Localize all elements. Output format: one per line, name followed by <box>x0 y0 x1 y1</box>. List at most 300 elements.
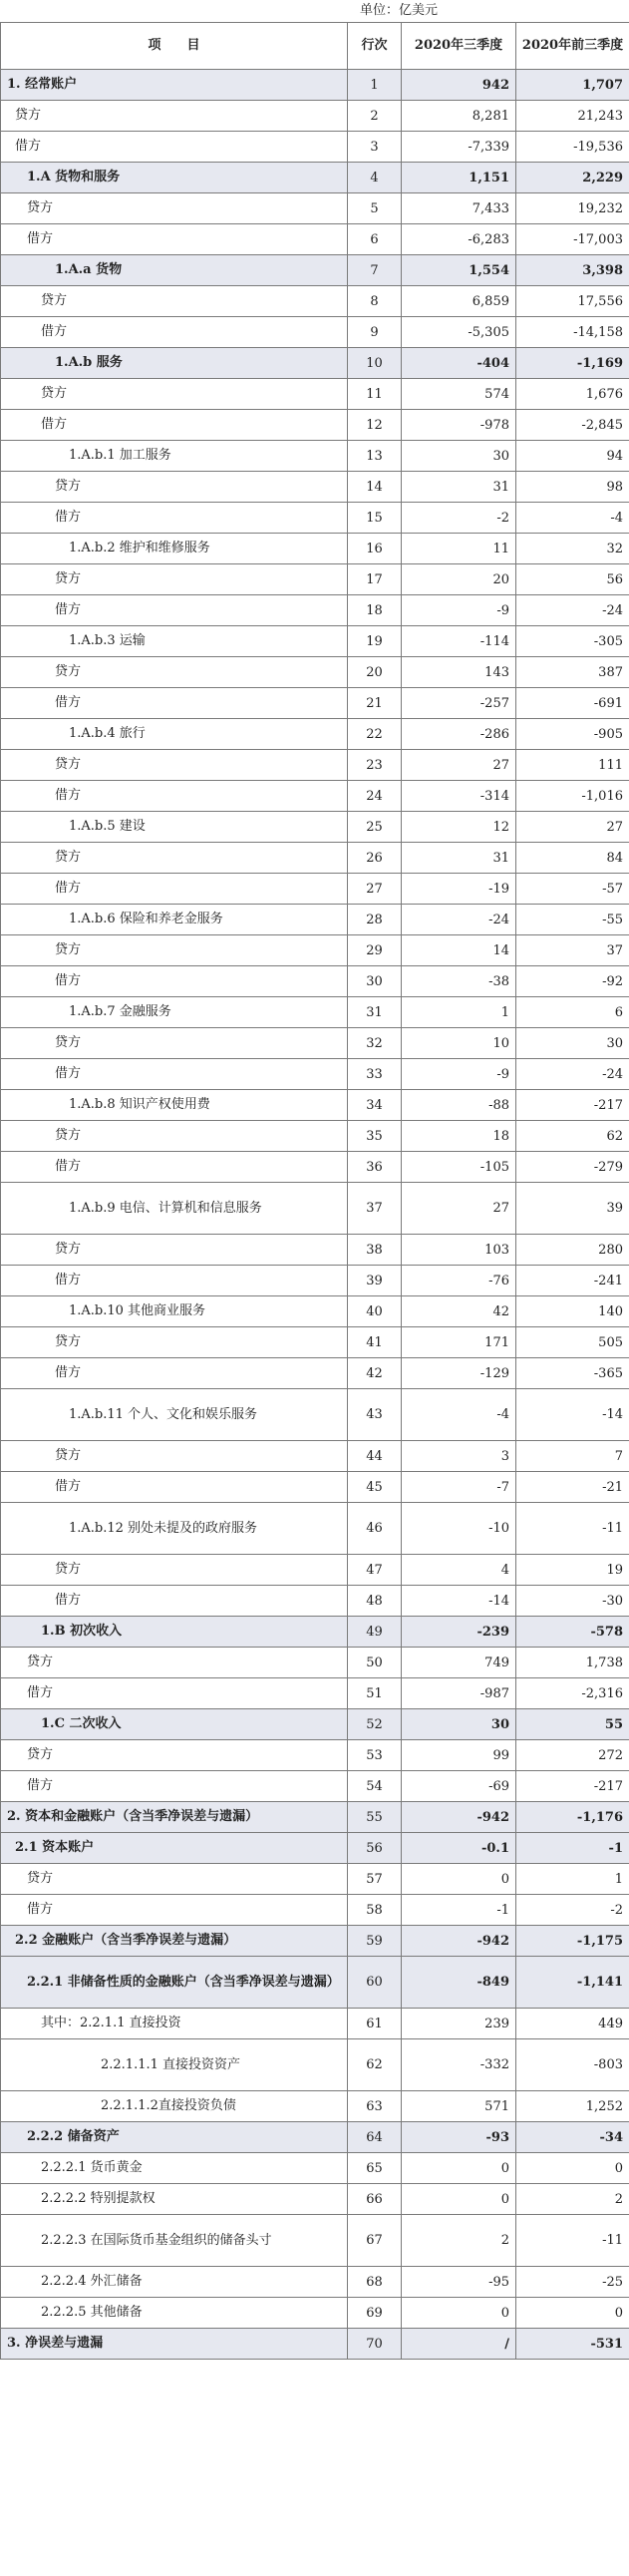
row-label: 借方 <box>1 688 348 719</box>
row-value-ytd: -1,176 <box>516 1802 629 1833</box>
row-value-ytd: -19,536 <box>516 132 629 163</box>
row-value-ytd: -241 <box>516 1266 629 1296</box>
row-value-q3: 1,554 <box>402 255 516 286</box>
table-row <box>1 905 629 935</box>
row-value-q3: 8,281 <box>402 101 516 132</box>
row-index: 4 <box>348 163 402 193</box>
row-label: 2.2.2.4 外汇储备 <box>1 2267 348 2298</box>
row-label: 1.A.b.3 运输 <box>1 626 348 657</box>
table-row <box>1 1441 629 1472</box>
row-label: 2.2 金融账户（含当季净误差与遗漏） <box>1 1926 348 1957</box>
row-index: 26 <box>348 843 402 874</box>
row-label: 其中：2.2.1.1 直接投资 <box>1 2009 348 2039</box>
table-row <box>1 1864 629 1895</box>
table-row <box>1 2122 629 2153</box>
row-value-ytd: -2,845 <box>516 410 629 441</box>
row-index: 9 <box>348 317 402 348</box>
row-value-ytd: -25 <box>516 2267 629 2298</box>
row-value-q3: -987 <box>402 1678 516 1709</box>
row-index: 15 <box>348 503 402 534</box>
row-label: 贷方 <box>1 379 348 410</box>
row-value-q3: 0 <box>402 2298 516 2329</box>
row-label: 借方 <box>1 224 348 255</box>
table-row <box>1 935 629 966</box>
row-label: 贷方 <box>1 1740 348 1771</box>
row-value-ytd: 505 <box>516 1327 629 1358</box>
row-value-ytd: 37 <box>516 935 629 966</box>
row-value-ytd: 387 <box>516 657 629 688</box>
row-value-q3: 574 <box>402 379 516 410</box>
row-value-ytd: 1,738 <box>516 1648 629 1678</box>
row-index: 2 <box>348 101 402 132</box>
row-value-q3: -6,283 <box>402 224 516 255</box>
row-label: 贷方 <box>1 843 348 874</box>
table-row <box>1 2091 629 2122</box>
row-value-q3: 20 <box>402 564 516 595</box>
table-row <box>1 101 629 132</box>
row-index: 40 <box>348 1296 402 1327</box>
row-index: 61 <box>348 2009 402 2039</box>
row-index: 63 <box>348 2091 402 2122</box>
table-row <box>1 441 629 472</box>
row-value-q3: -257 <box>402 688 516 719</box>
row-label: 2.1 资本账户 <box>1 1833 348 1864</box>
row-index: 13 <box>348 441 402 472</box>
row-label: 1.A.b.2 维护和维修服务 <box>1 534 348 564</box>
row-value-ytd: -1,141 <box>516 1957 629 2009</box>
row-value-q3: 7,433 <box>402 193 516 224</box>
row-index: 53 <box>348 1740 402 1771</box>
row-index: 32 <box>348 1028 402 1059</box>
row-label: 借方 <box>1 132 348 163</box>
row-value-q3: -332 <box>402 2039 516 2091</box>
row-value-q3: -38 <box>402 966 516 997</box>
row-label: 1. 经常账户 <box>1 70 348 101</box>
row-value-ytd: 0 <box>516 2153 629 2184</box>
row-value-ytd: -4 <box>516 503 629 534</box>
row-index: 49 <box>348 1617 402 1648</box>
row-value-q3: -14 <box>402 1586 516 1617</box>
row-label: 2.2.2.5 其他储备 <box>1 2298 348 2329</box>
row-value-ytd: -217 <box>516 1090 629 1121</box>
row-value-q3: 2 <box>402 2215 516 2267</box>
row-index: 70 <box>348 2329 402 2360</box>
row-value-q3: 12 <box>402 812 516 843</box>
row-value-ytd: -365 <box>516 1358 629 1389</box>
row-value-ytd: -1,175 <box>516 1926 629 1957</box>
table-row <box>1 966 629 997</box>
row-label: 贷方 <box>1 1327 348 1358</box>
row-value-q3: -4 <box>402 1389 516 1441</box>
row-index: 48 <box>348 1586 402 1617</box>
table-row <box>1 163 629 193</box>
row-value-ytd: -17,003 <box>516 224 629 255</box>
table-row <box>1 2039 629 2091</box>
row-value-ytd: -217 <box>516 1771 629 1802</box>
row-label: 贷方 <box>1 1864 348 1895</box>
row-index: 35 <box>348 1121 402 1152</box>
row-value-ytd: 32 <box>516 534 629 564</box>
row-value-ytd: 0 <box>516 2298 629 2329</box>
row-index: 67 <box>348 2215 402 2267</box>
row-value-ytd: 1,707 <box>516 70 629 101</box>
row-value-q3: -10 <box>402 1503 516 1555</box>
row-value-q3: 27 <box>402 1183 516 1235</box>
header-index: 行次 <box>348 23 402 70</box>
table-row <box>1 1771 629 1802</box>
row-index: 31 <box>348 997 402 1028</box>
row-label: 1.A.a 货物 <box>1 255 348 286</box>
table-row <box>1 1957 629 2009</box>
row-value-ytd: 2,229 <box>516 163 629 193</box>
row-value-q3: -129 <box>402 1358 516 1389</box>
table-row <box>1 317 629 348</box>
row-value-ytd: -11 <box>516 1503 629 1555</box>
row-label: 1.A.b.9 电信、计算机和信息服务 <box>1 1183 348 1235</box>
table-row <box>1 1503 629 1555</box>
row-value-ytd: -1,016 <box>516 781 629 812</box>
table-row <box>1 2184 629 2215</box>
table-row <box>1 379 629 410</box>
table-row <box>1 1028 629 1059</box>
row-value-q3: -9 <box>402 595 516 626</box>
row-value-q3: 6,859 <box>402 286 516 317</box>
row-value-ytd: -1,169 <box>516 348 629 379</box>
row-value-q3: -5,305 <box>402 317 516 348</box>
row-value-q3: -942 <box>402 1802 516 1833</box>
row-value-ytd: -55 <box>516 905 629 935</box>
table-body <box>1 70 629 2360</box>
row-value-q3: -942 <box>402 1926 516 1957</box>
row-index: 42 <box>348 1358 402 1389</box>
row-index: 14 <box>348 472 402 503</box>
row-index: 34 <box>348 1090 402 1121</box>
row-index: 39 <box>348 1266 402 1296</box>
header-ytd: 2020年前三季度 <box>516 23 629 70</box>
row-index: 28 <box>348 905 402 935</box>
table-header-row <box>1 23 629 70</box>
row-value-ytd: -34 <box>516 2122 629 2153</box>
row-value-ytd: -803 <box>516 2039 629 2091</box>
row-value-q3: 143 <box>402 657 516 688</box>
table-row <box>1 503 629 534</box>
row-index: 66 <box>348 2184 402 2215</box>
row-value-q3: -286 <box>402 719 516 750</box>
row-value-q3: 942 <box>402 70 516 101</box>
row-label: 借方 <box>1 1678 348 1709</box>
table-row <box>1 1648 629 1678</box>
row-label: 贷方 <box>1 1441 348 1472</box>
row-index: 50 <box>348 1648 402 1678</box>
row-index: 7 <box>348 255 402 286</box>
row-value-ytd: -2,316 <box>516 1678 629 1709</box>
row-index: 24 <box>348 781 402 812</box>
row-value-q3: -1 <box>402 1895 516 1926</box>
row-value-ytd: -11 <box>516 2215 629 2267</box>
row-value-q3: -314 <box>402 781 516 812</box>
row-index: 10 <box>348 348 402 379</box>
row-value-q3: 14 <box>402 935 516 966</box>
table-row <box>1 595 629 626</box>
row-label: 2.2.1.1.1 直接投资资产 <box>1 2039 348 2091</box>
row-label: 借方 <box>1 1358 348 1389</box>
row-value-q3: -93 <box>402 2122 516 2153</box>
table-row <box>1 348 629 379</box>
table-row <box>1 1555 629 1586</box>
row-label: 借方 <box>1 1059 348 1090</box>
row-value-ytd: -14,158 <box>516 317 629 348</box>
row-label: 1.A.b.4 旅行 <box>1 719 348 750</box>
row-index: 57 <box>348 1864 402 1895</box>
table-row <box>1 193 629 224</box>
row-value-ytd: -531 <box>516 2329 629 2360</box>
row-value-q3: -9 <box>402 1059 516 1090</box>
row-value-ytd: -30 <box>516 1586 629 1617</box>
row-index: 6 <box>348 224 402 255</box>
row-label: 借方 <box>1 317 348 348</box>
row-value-q3: 171 <box>402 1327 516 1358</box>
table-row <box>1 564 629 595</box>
row-label: 贷方 <box>1 193 348 224</box>
row-label: 1.A.b.7 金融服务 <box>1 997 348 1028</box>
table-row <box>1 1802 629 1833</box>
row-value-q3: 0 <box>402 1864 516 1895</box>
row-index: 68 <box>348 2267 402 2298</box>
row-value-ytd: -14 <box>516 1389 629 1441</box>
row-value-ytd: 30 <box>516 1028 629 1059</box>
table-row <box>1 719 629 750</box>
row-value-q3: 27 <box>402 750 516 781</box>
row-value-q3: -88 <box>402 1090 516 1121</box>
table-row <box>1 1678 629 1709</box>
row-label: 借方 <box>1 781 348 812</box>
table-row <box>1 1617 629 1648</box>
row-label: 借方 <box>1 1472 348 1503</box>
row-label: 贷方 <box>1 1121 348 1152</box>
row-index: 29 <box>348 935 402 966</box>
row-label: 贷方 <box>1 750 348 781</box>
row-label: 2.2.1 非储备性质的金融账户（含当季净误差与遗漏） <box>1 1957 348 2009</box>
row-value-ytd: 27 <box>516 812 629 843</box>
header-q3: 2020年三季度 <box>402 23 516 70</box>
table-row <box>1 688 629 719</box>
row-index: 11 <box>348 379 402 410</box>
row-value-ytd: 56 <box>516 564 629 595</box>
row-value-ytd: 1 <box>516 1864 629 1895</box>
row-index: 51 <box>348 1678 402 1709</box>
row-index: 43 <box>348 1389 402 1441</box>
row-label: 借方 <box>1 1152 348 1183</box>
row-label: 2.2.1.1.2直接投资负债 <box>1 2091 348 2122</box>
table-row <box>1 781 629 812</box>
row-value-ytd: 449 <box>516 2009 629 2039</box>
row-index: 20 <box>348 657 402 688</box>
table-row <box>1 2153 629 2184</box>
row-index: 41 <box>348 1327 402 1358</box>
row-value-q3: 0 <box>402 2153 516 2184</box>
table-row <box>1 534 629 564</box>
row-label: 1.A.b.8 知识产权使用费 <box>1 1090 348 1121</box>
row-value-q3: 11 <box>402 534 516 564</box>
row-index: 30 <box>348 966 402 997</box>
row-value-ytd: -57 <box>516 874 629 905</box>
row-value-q3: 18 <box>402 1121 516 1152</box>
row-index: 47 <box>348 1555 402 1586</box>
row-value-ytd: -905 <box>516 719 629 750</box>
balance-of-payments-table <box>0 22 629 2360</box>
row-value-ytd: 111 <box>516 750 629 781</box>
table-row <box>1 997 629 1028</box>
row-value-ytd: 17,556 <box>516 286 629 317</box>
table-row <box>1 2298 629 2329</box>
row-label: 1.A.b.11 个人、文化和娱乐服务 <box>1 1389 348 1441</box>
row-index: 64 <box>348 2122 402 2153</box>
table-row <box>1 874 629 905</box>
row-value-ytd: 2 <box>516 2184 629 2215</box>
row-label: 借方 <box>1 1771 348 1802</box>
row-label: 贷方 <box>1 564 348 595</box>
row-index: 55 <box>348 1802 402 1833</box>
row-index: 38 <box>348 1235 402 1266</box>
row-index: 62 <box>348 2039 402 2091</box>
row-value-ytd: 39 <box>516 1183 629 1235</box>
row-index: 23 <box>348 750 402 781</box>
row-value-q3: -105 <box>402 1152 516 1183</box>
row-value-q3: 239 <box>402 2009 516 2039</box>
row-value-q3: -7 <box>402 1472 516 1503</box>
row-value-ytd: 3,398 <box>516 255 629 286</box>
row-value-q3: -239 <box>402 1617 516 1648</box>
row-index: 27 <box>348 874 402 905</box>
row-value-ytd: 280 <box>516 1235 629 1266</box>
row-label: 3. 净误差与遗漏 <box>1 2329 348 2360</box>
table-row <box>1 1833 629 1864</box>
row-index: 16 <box>348 534 402 564</box>
row-value-ytd: -691 <box>516 688 629 719</box>
row-value-ytd: 140 <box>516 1296 629 1327</box>
row-label: 2.2.2 储备资产 <box>1 2122 348 2153</box>
row-label: 借方 <box>1 1586 348 1617</box>
row-value-q3: 10 <box>402 1028 516 1059</box>
row-label: 贷方 <box>1 657 348 688</box>
table-row <box>1 1472 629 1503</box>
row-index: 44 <box>348 1441 402 1472</box>
row-value-q3: 30 <box>402 441 516 472</box>
table-row <box>1 1152 629 1183</box>
row-value-q3: 1,151 <box>402 163 516 193</box>
row-label: 2. 资本和金融账户（含当季净误差与遗漏） <box>1 1802 348 1833</box>
row-value-q3: 749 <box>402 1648 516 1678</box>
row-value-ytd: 7 <box>516 1441 629 1472</box>
row-label: 借方 <box>1 1895 348 1926</box>
row-value-ytd: 55 <box>516 1709 629 1740</box>
table-row <box>1 1926 629 1957</box>
row-label: 2.2.2.2 特别提款权 <box>1 2184 348 2215</box>
row-index: 1 <box>348 70 402 101</box>
row-label: 贷方 <box>1 472 348 503</box>
row-value-ytd: 19 <box>516 1555 629 1586</box>
row-label: 贷方 <box>1 1555 348 1586</box>
row-index: 22 <box>348 719 402 750</box>
row-index: 54 <box>348 1771 402 1802</box>
row-value-ytd: 94 <box>516 441 629 472</box>
row-index: 65 <box>348 2153 402 2184</box>
table-row <box>1 1296 629 1327</box>
row-value-q3: -114 <box>402 626 516 657</box>
row-index: 69 <box>348 2298 402 2329</box>
row-value-q3: 0 <box>402 2184 516 2215</box>
table-row <box>1 2267 629 2298</box>
row-label: 1.A.b.10 其他商业服务 <box>1 1296 348 1327</box>
table-row <box>1 1389 629 1441</box>
row-label: 贷方 <box>1 286 348 317</box>
row-label: 1.A.b 服务 <box>1 348 348 379</box>
table-row <box>1 812 629 843</box>
row-value-q3: 103 <box>402 1235 516 1266</box>
row-index: 12 <box>348 410 402 441</box>
row-value-ytd: -1 <box>516 1833 629 1864</box>
row-value-ytd: 98 <box>516 472 629 503</box>
row-index: 46 <box>348 1503 402 1555</box>
row-index: 5 <box>348 193 402 224</box>
row-label: 贷方 <box>1 935 348 966</box>
row-value-ytd: -578 <box>516 1617 629 1648</box>
row-value-ytd: -21 <box>516 1472 629 1503</box>
table-row <box>1 1327 629 1358</box>
table-row <box>1 1183 629 1235</box>
table-row <box>1 472 629 503</box>
row-index: 33 <box>348 1059 402 1090</box>
table-row <box>1 1895 629 1926</box>
row-value-ytd: 19,232 <box>516 193 629 224</box>
row-value-q3: 42 <box>402 1296 516 1327</box>
row-value-q3: 4 <box>402 1555 516 1586</box>
row-label: 1.A.b.12 别处未提及的政府服务 <box>1 1503 348 1555</box>
row-value-q3: -95 <box>402 2267 516 2298</box>
row-value-ytd: 6 <box>516 997 629 1028</box>
row-value-q3: -404 <box>402 348 516 379</box>
row-value-q3: -24 <box>402 905 516 935</box>
row-value-q3: 30 <box>402 1709 516 1740</box>
row-value-q3: 571 <box>402 2091 516 2122</box>
row-label: 贷方 <box>1 101 348 132</box>
table-row <box>1 410 629 441</box>
table-row <box>1 1121 629 1152</box>
table-row <box>1 657 629 688</box>
table-row <box>1 1358 629 1389</box>
row-label: 1.A.b.5 建设 <box>1 812 348 843</box>
table-row <box>1 2329 629 2360</box>
row-label: 贷方 <box>1 1235 348 1266</box>
row-index: 19 <box>348 626 402 657</box>
row-index: 52 <box>348 1709 402 1740</box>
row-label: 贷方 <box>1 1648 348 1678</box>
table-row <box>1 1266 629 1296</box>
row-index: 37 <box>348 1183 402 1235</box>
table-row <box>1 2215 629 2267</box>
table-row <box>1 1235 629 1266</box>
table-row <box>1 224 629 255</box>
row-value-ytd: 62 <box>516 1121 629 1152</box>
row-label: 1.C 二次收入 <box>1 1709 348 1740</box>
row-label: 借方 <box>1 966 348 997</box>
row-value-ytd: -2 <box>516 1895 629 1926</box>
table-row <box>1 1059 629 1090</box>
row-index: 58 <box>348 1895 402 1926</box>
header-item: 项 目 <box>1 23 348 70</box>
row-value-ytd: -305 <box>516 626 629 657</box>
row-value-ytd: -24 <box>516 1059 629 1090</box>
